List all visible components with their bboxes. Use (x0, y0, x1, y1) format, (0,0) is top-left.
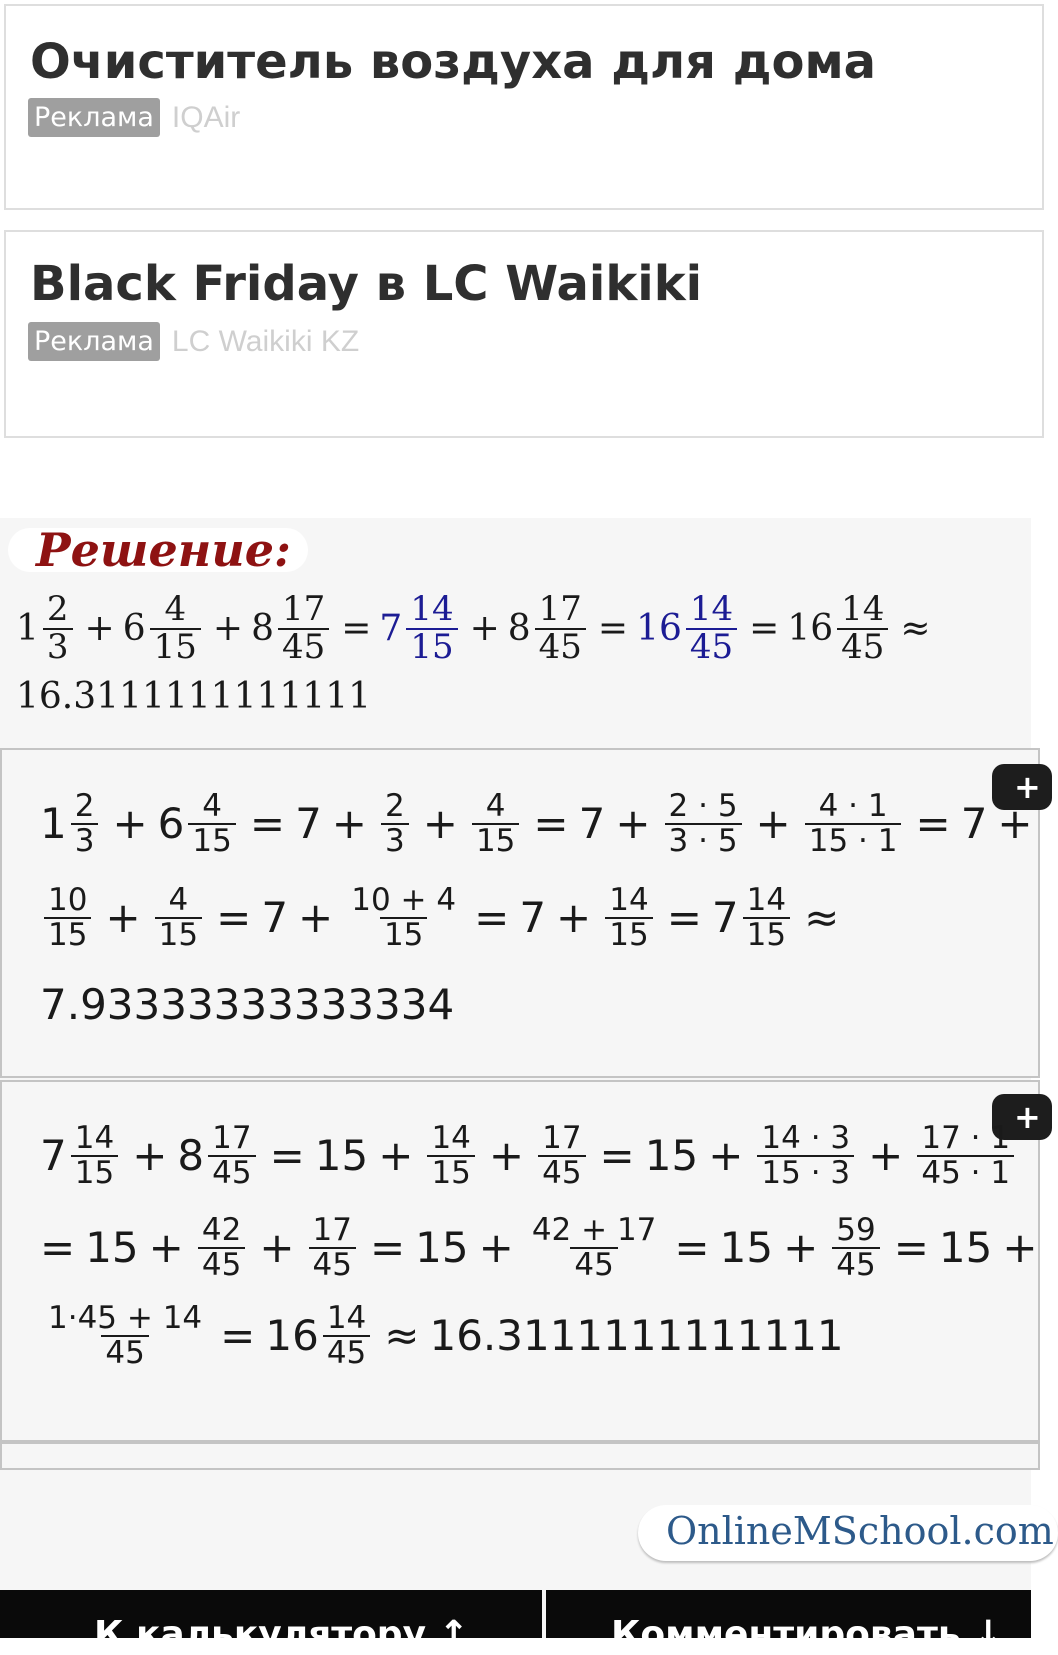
plus-icon: + (1014, 768, 1041, 806)
main-equation-decimal: 16.3111111111111 (16, 676, 372, 717)
step2-line-3: $\frac{1\cdot 45 + 14}{45}$ = 16 $\frac{14}{45}$ ≈ 16.3111111111111 (48, 1300, 844, 1371)
solution-heading-pill (8, 523, 308, 577)
ad-card-lc-waikiki[interactable] (4, 230, 1044, 438)
main-equation: 1 2 3 + 6 4 15 + 8 $\frac{17}{45}$ = 7 14 15 + 8 $\frac{17}{45}$ = 16 $\frac{14}{45}$ = 16 $\frac{14}{45}$ ≈ (16, 589, 931, 667)
solution-heading: Решение: (36, 523, 292, 577)
site-link-text[interactable]: OnlineMSchool.com (666, 1509, 1054, 1553)
ad-title[interactable]: Очиститель воздуха для дома (30, 34, 877, 90)
ad-source: LC Waikiki KZ (171, 324, 360, 358)
ad-meta (28, 322, 359, 361)
step2-line-1: 7 14 15 + 8 $\frac{17}{45}$ = 15 + $\frac{14}{15}$ + $\frac{17}{45}$ = 15 + $\frac{14 \cdot 3}{15 \cdot 3}$ + $\frac{17 \cdot 1}{45 \cdot 1}$ (40, 1122, 1018, 1189)
site-link[interactable] (638, 1505, 1058, 1561)
ad-badge: Реклама (28, 322, 160, 361)
ad-title[interactable]: Black Friday в LC Waikiki (30, 256, 703, 312)
step1-line-2: 10 15 + $\frac{4}{15}$ = 7 + $\frac{10 + 4}{15}$ = 7 + $\frac{14}{15}$ = 7 $\frac{14}{15}$ ≈ (40, 884, 849, 951)
ad-source: IQAir (171, 100, 241, 134)
to-calculator-button[interactable] (0, 1590, 542, 1655)
ad-card-iqair[interactable] (4, 4, 1044, 210)
step1-decimal: 7.93333333333334 (40, 980, 455, 1029)
comment-button[interactable] (546, 1590, 1031, 1655)
step2-line-2: = 15 + $\frac{42}{45}$ + $\frac{17}{45}$ = 15 + $\frac{42 + 17}{45}$ = 15 + $\frac{59}{45}$ = 15 + (40, 1212, 1038, 1283)
step-box-3 (0, 1442, 1040, 1470)
ad-badge: Реклама (28, 98, 160, 137)
to-calculator-label[interactable]: К калькулятору ↑ (94, 1614, 469, 1655)
ad-meta (28, 98, 240, 137)
step1-line-1: 1 2 3 + 6 $\frac{4}{15}$ = 7 + $\frac{2}{3}$ + $\frac{4}{15}$ = 7 + $\frac{2 \cdot 5}{3 \cdot 5}$ + $\frac{4 \cdot 1}{15 \cdot 1}$ = 7 + (40, 788, 1033, 859)
plus-icon: + (1014, 1098, 1041, 1136)
comment-label[interactable]: Комментировать ↓ (611, 1614, 1004, 1655)
